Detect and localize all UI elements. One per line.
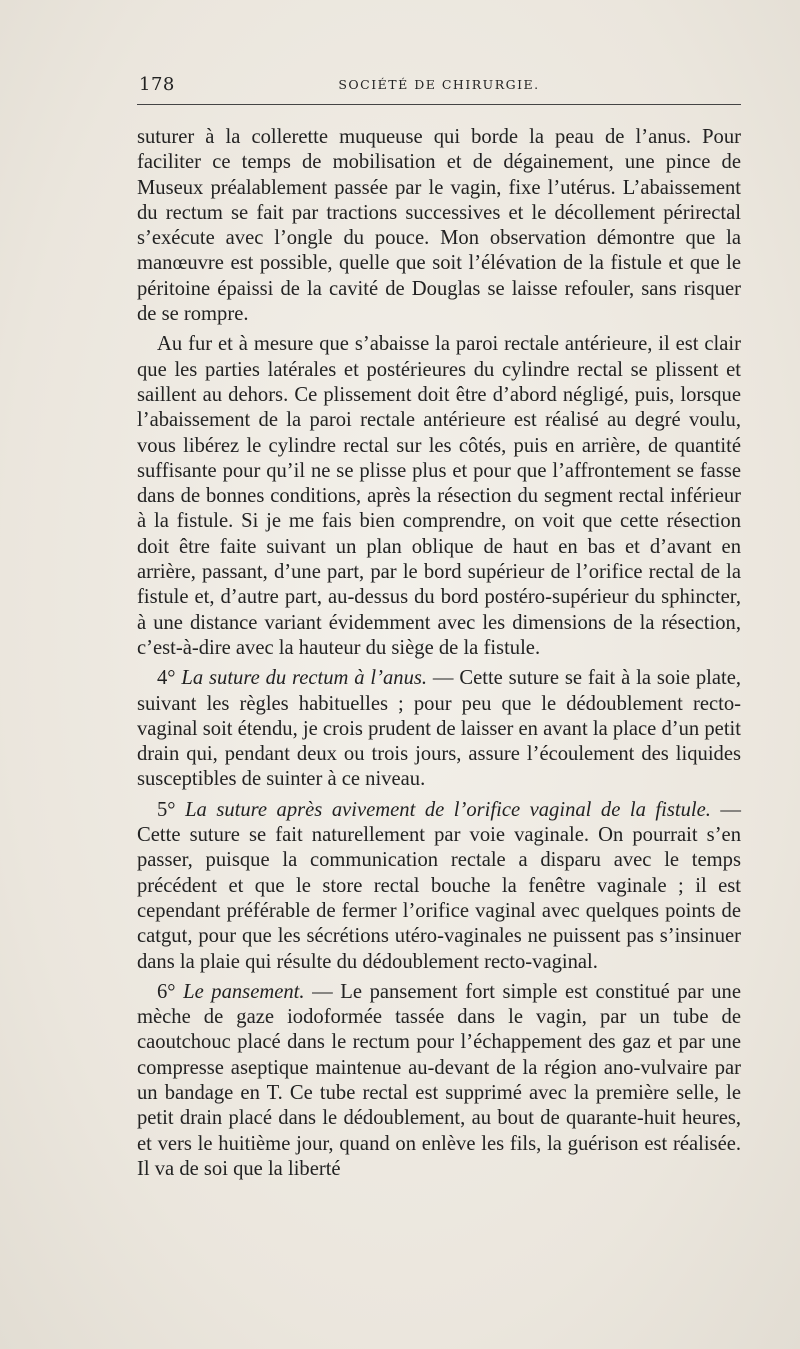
section-heading: La suture après avivement de l’orifice vaginal de la fistule. — [185, 798, 711, 821]
page-number: 178 — [139, 74, 175, 95]
paragraph-text: — Le pansement fort simple est constitué par une mèche de gaze iodoformée tassée dans le vagin, par un tube de caoutchouc placé dans le rectum pour l’échappement des gaz et par une compresse aseptique maintenue au-devant de la région ano-vulvaire par un bandage en T. Ce tube rectal est supprimé avec la première selle, le petit drain placé dans le dédoublement, au bout de quarante-huit heures, et vers le huitième jour, quand on enlève les fils, la guérison est réalisée. Il va de soi que la liberté — [137, 980, 741, 1180]
paragraph-text: — Cette suture se fait à la soie plate, suivant les règles habituelles ; pour peu que le dédoublement recto-vaginal soit étendu, je crois prudent de laisser en avant la place d’un petit drain qui, pendant deux ou trois jours, assure l’écoulement des liquides susceptibles de suinter à ce niveau. — [137, 667, 742, 791]
header-rule — [137, 104, 741, 105]
section-number: 5° — [157, 798, 176, 821]
paragraph-text: suturer à la collerette muqueuse qui borde la peau de l’anus. Pour faciliter ce temps de mobilisation et de dégainement, une pince de Museux préalablement passée par le vagin, fixe l’utérus. L’abaissement du rectum se fait par tractions successives et le décollement périrectal s’exécute avec l’ongle du pouce. Mon observation démontre que la manœuvre est possible, quelle que soit l’élévation de la fistule et que le péritoine épaissi de la cavité de Douglas se laisse refouler, sans risquer de se rompre. — [137, 126, 741, 326]
page-header — [139, 74, 739, 98]
section-5-paragraph — [137, 798, 741, 975]
section-number: 4° — [157, 667, 176, 690]
paragraph-text: Au fur et à mesure que s’abaisse la paroi rectale antérieure, il est clair que les parties latérales et postérieures du cylindre rectal se plissent et saillent au dehors. Ce plissement doit être d’abord négligé, puis, lorsque l’abaissement de la paroi rectale antérieure est réalisé au degré voulu, vous libérez le cylindre rectal sur les côtés, puis en arrière, de quantité suffisante pour qu’il ne se plisse plus et pour que l’affrontement se fasse dans de bonnes conditions, après la résection du segment rectal inférieur à la fistule. Si je me fais bien comprendre, on voit que cette résection doit être faite suivant un plan oblique de haut en bas et d’avant en arrière, passant, d’une part, par le bord supérieur de l’orifice rectal de la fistule et, d’autre part, au-dessus du bord postéro-supérieur du sphincter, à une distance variant évidemment avec les dimensions de la résection, c’est-à-dire avec la hauteur du siège de la fistule. — [137, 333, 741, 659]
section-heading: Le pansement. — [183, 980, 305, 1003]
section-number: 6° — [157, 980, 176, 1003]
paragraph-1 — [137, 125, 741, 327]
running-title: SOCIÉTÉ DE CHIRURGIE. — [338, 77, 540, 92]
body-text — [137, 125, 741, 1182]
paragraph-2 — [137, 332, 741, 661]
section-heading: La suture du rectum à l’anus. — [181, 667, 428, 690]
paragraph-text: — Cette suture se fait naturellement par voie vaginale. On pourrait s’en passer, puisque la communication rectale a disparu avec le temps précédent et que le store rectal bouche la fenêtre vaginale ; il est cependant préférable de fermer l’orifice vaginal avec quelques points de catgut, pour que les sécrétions utéro-vaginales ne puissent pas s’insinuer dans la plaie qui résulte du dédoublement recto-vaginal. — [137, 798, 741, 973]
section-4-paragraph — [137, 666, 741, 792]
section-6-paragraph — [137, 980, 741, 1182]
